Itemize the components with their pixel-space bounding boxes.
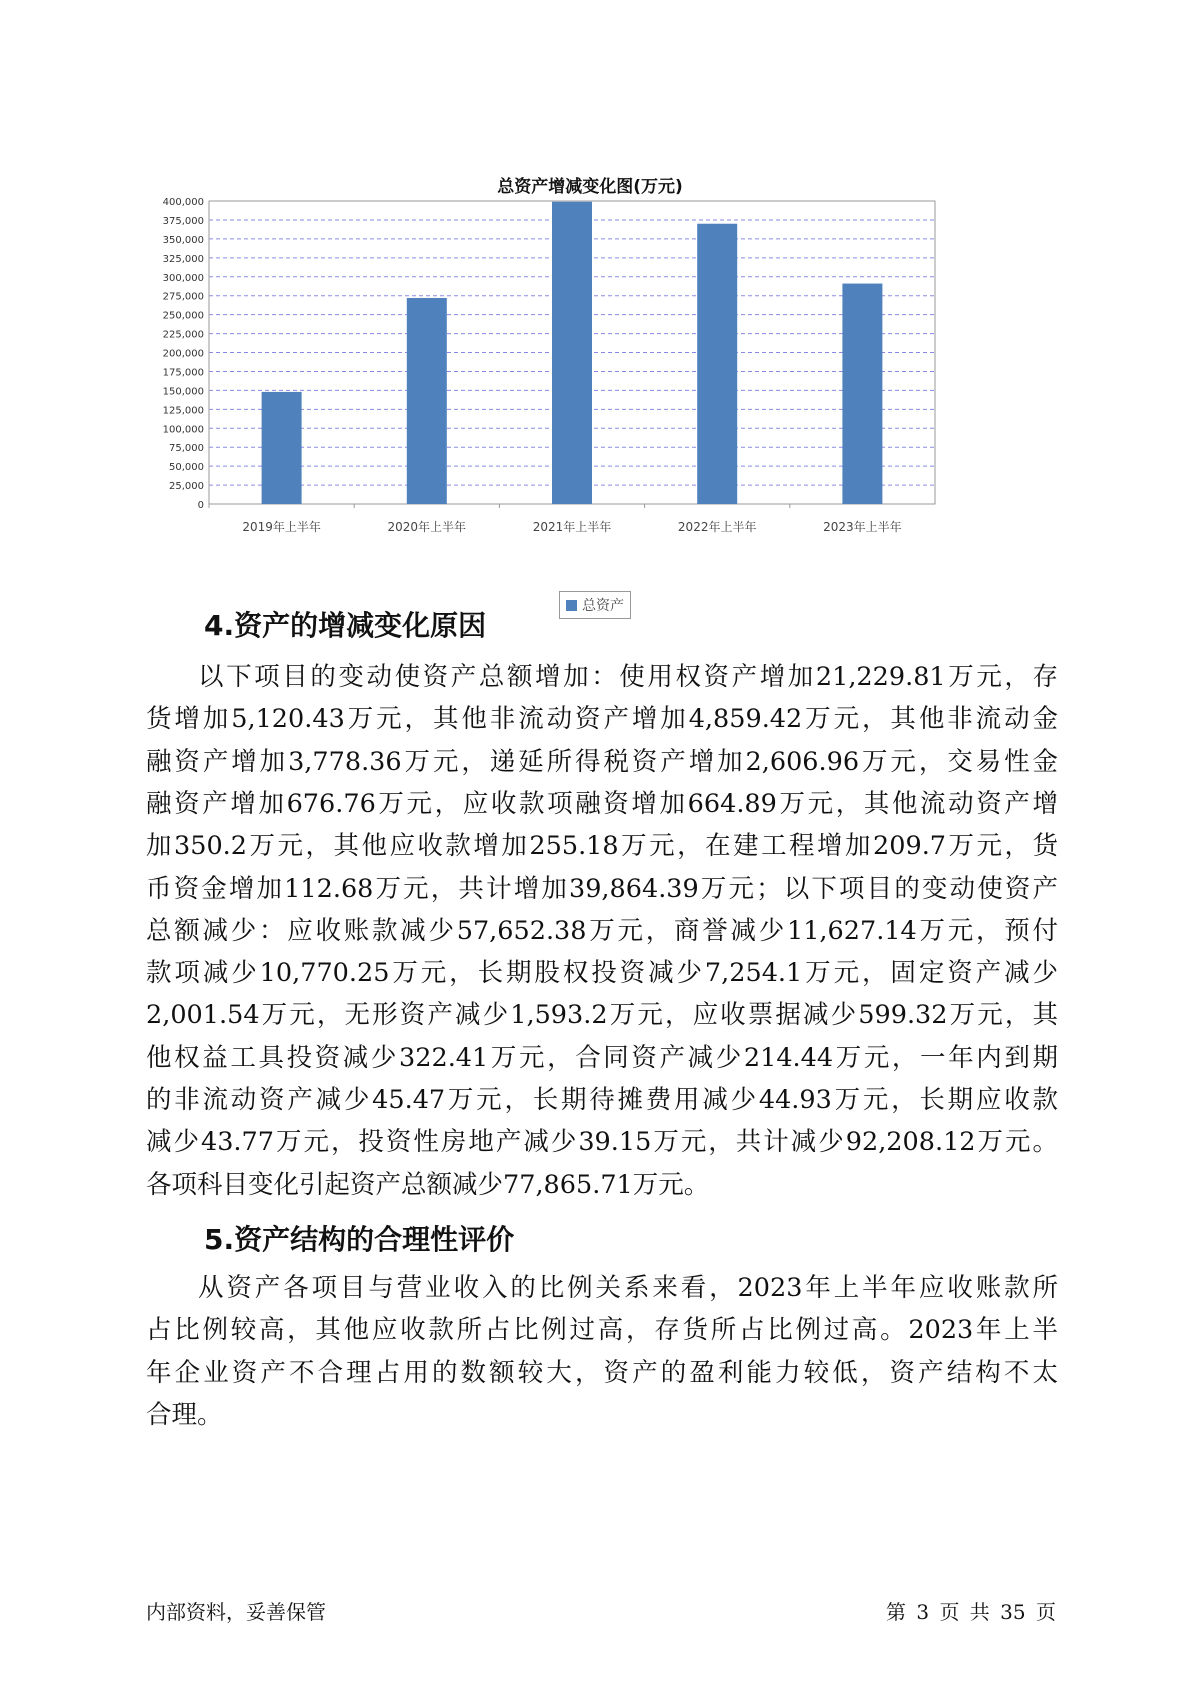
legend-label: 总资产 (582, 598, 624, 614)
x-tick-label: 2019年上半年 (242, 520, 321, 534)
y-tick-label: 375,000 (162, 215, 204, 227)
y-tick-label: 125,000 (162, 405, 204, 417)
paragraph-line: 的非流动资产减少45.47万元，长期待摊费用减少44.93万元，长期应收款 (146, 1085, 1058, 1115)
bar (262, 392, 302, 504)
x-tick-label: 2021年上半年 (532, 520, 612, 534)
y-tick-label: 300,000 (162, 272, 204, 284)
y-tick-label: 400,000 (162, 197, 204, 208)
footer-confidential-note: 内部资料，妥善保管 (146, 1600, 326, 1624)
paragraph-line: 占比例较高，其他应收款所占比例过高，存货所占比例过高。2023年上半 (146, 1315, 1058, 1346)
x-tick-label: 2022年上半年 (677, 520, 757, 534)
paragraph-line: 款项减少10,770.25万元，长期股权投资减少7,254.1万元，固定资产减少 (146, 958, 1058, 989)
y-tick-label: 275,000 (162, 291, 204, 303)
paragraph-line: 以下项目的变动使资产总额增加：使用权资产增加21,229.81万元，存 (198, 662, 1058, 692)
paragraph-line: 币资金增加112.68万元，共计增加39,864.39万元；以下项目的变动使资产 (146, 873, 1058, 904)
paragraph-line: 减少43.77万元，投资性房地产减少39.15万元，共计减少92,208.12万元。 (146, 1127, 1058, 1158)
y-tick-label: 0 (197, 500, 204, 511)
y-tick-label: 150,000 (162, 386, 204, 398)
section-5-heading: 5.资产结构的合理性评价 (204, 1223, 515, 1256)
y-tick-label: 325,000 (162, 253, 204, 265)
paragraph-line: 货增加5,120.43万元，其他非流动资产增加4,859.42万元，其他非流动金 (146, 704, 1058, 735)
paragraph-line: 融资产增加676.76万元，应收款项融资增加664.89万元，其他流动资产增 (146, 788, 1058, 819)
paragraph-line: 融资产增加3,778.36万元，递延所得税资产增加2,606.96万元，交易性金 (146, 746, 1058, 777)
x-tick-label: 2020年上半年 (387, 520, 467, 534)
y-tick-label: 50,000 (169, 462, 204, 474)
y-tick-label: 200,000 (162, 348, 204, 360)
paragraph-line: 2,001.54万元，无形资产减少1,593.2万元，应收票据减少599.32万元，其 (146, 1000, 1058, 1031)
paragraph-line: 合理。 (146, 1399, 223, 1430)
paragraph-line: 他权益工具投资减少322.41万元，合同资产减少214.44万元，一年内到期 (146, 1042, 1058, 1073)
y-tick-label: 75,000 (169, 443, 204, 455)
paragraph-line: 总额减少：应收账款减少57,652.38万元，商誉减少11,627.14万元，预付 (146, 915, 1058, 946)
paragraph-line: 从资产各项目与营业收入的比例关系来看，2023年上半年应收账款所 (198, 1273, 1058, 1303)
paragraph-line: 加350.2万元，其他应收款增加255.18万元，在建工程增加209.7万元，货 (146, 831, 1058, 862)
y-tick-label: 250,000 (162, 310, 204, 322)
chart-title: 总资产增减变化图(万元) (497, 177, 683, 197)
paragraph-line: 年企业资产不合理占用的数额较大，资产的盈利能力较低，资产结构不太 (146, 1357, 1058, 1388)
section-4-heading: 4.资产的增减变化原因 (204, 609, 487, 642)
y-tick-label: 350,000 (162, 234, 204, 246)
y-tick-label: 225,000 (162, 329, 204, 341)
chart-legend (559, 591, 631, 619)
paragraph-line: 各项科目变化引起资产总额减少77,865.71万元。 (146, 1169, 710, 1200)
y-tick-label: 175,000 (162, 367, 204, 379)
bar (407, 298, 447, 504)
x-tick-label: 2023年上半年 (823, 520, 902, 534)
y-tick-label: 100,000 (162, 424, 204, 436)
bar (552, 202, 592, 504)
y-tick-label: 25,000 (169, 481, 204, 493)
legend-swatch (566, 600, 577, 611)
bar (842, 284, 882, 504)
footer-page-number: 第 3 页 共 35 页 (886, 1600, 1056, 1624)
chart-plot (150, 160, 1030, 590)
bar (697, 224, 737, 504)
total-assets-chart (150, 160, 1030, 620)
